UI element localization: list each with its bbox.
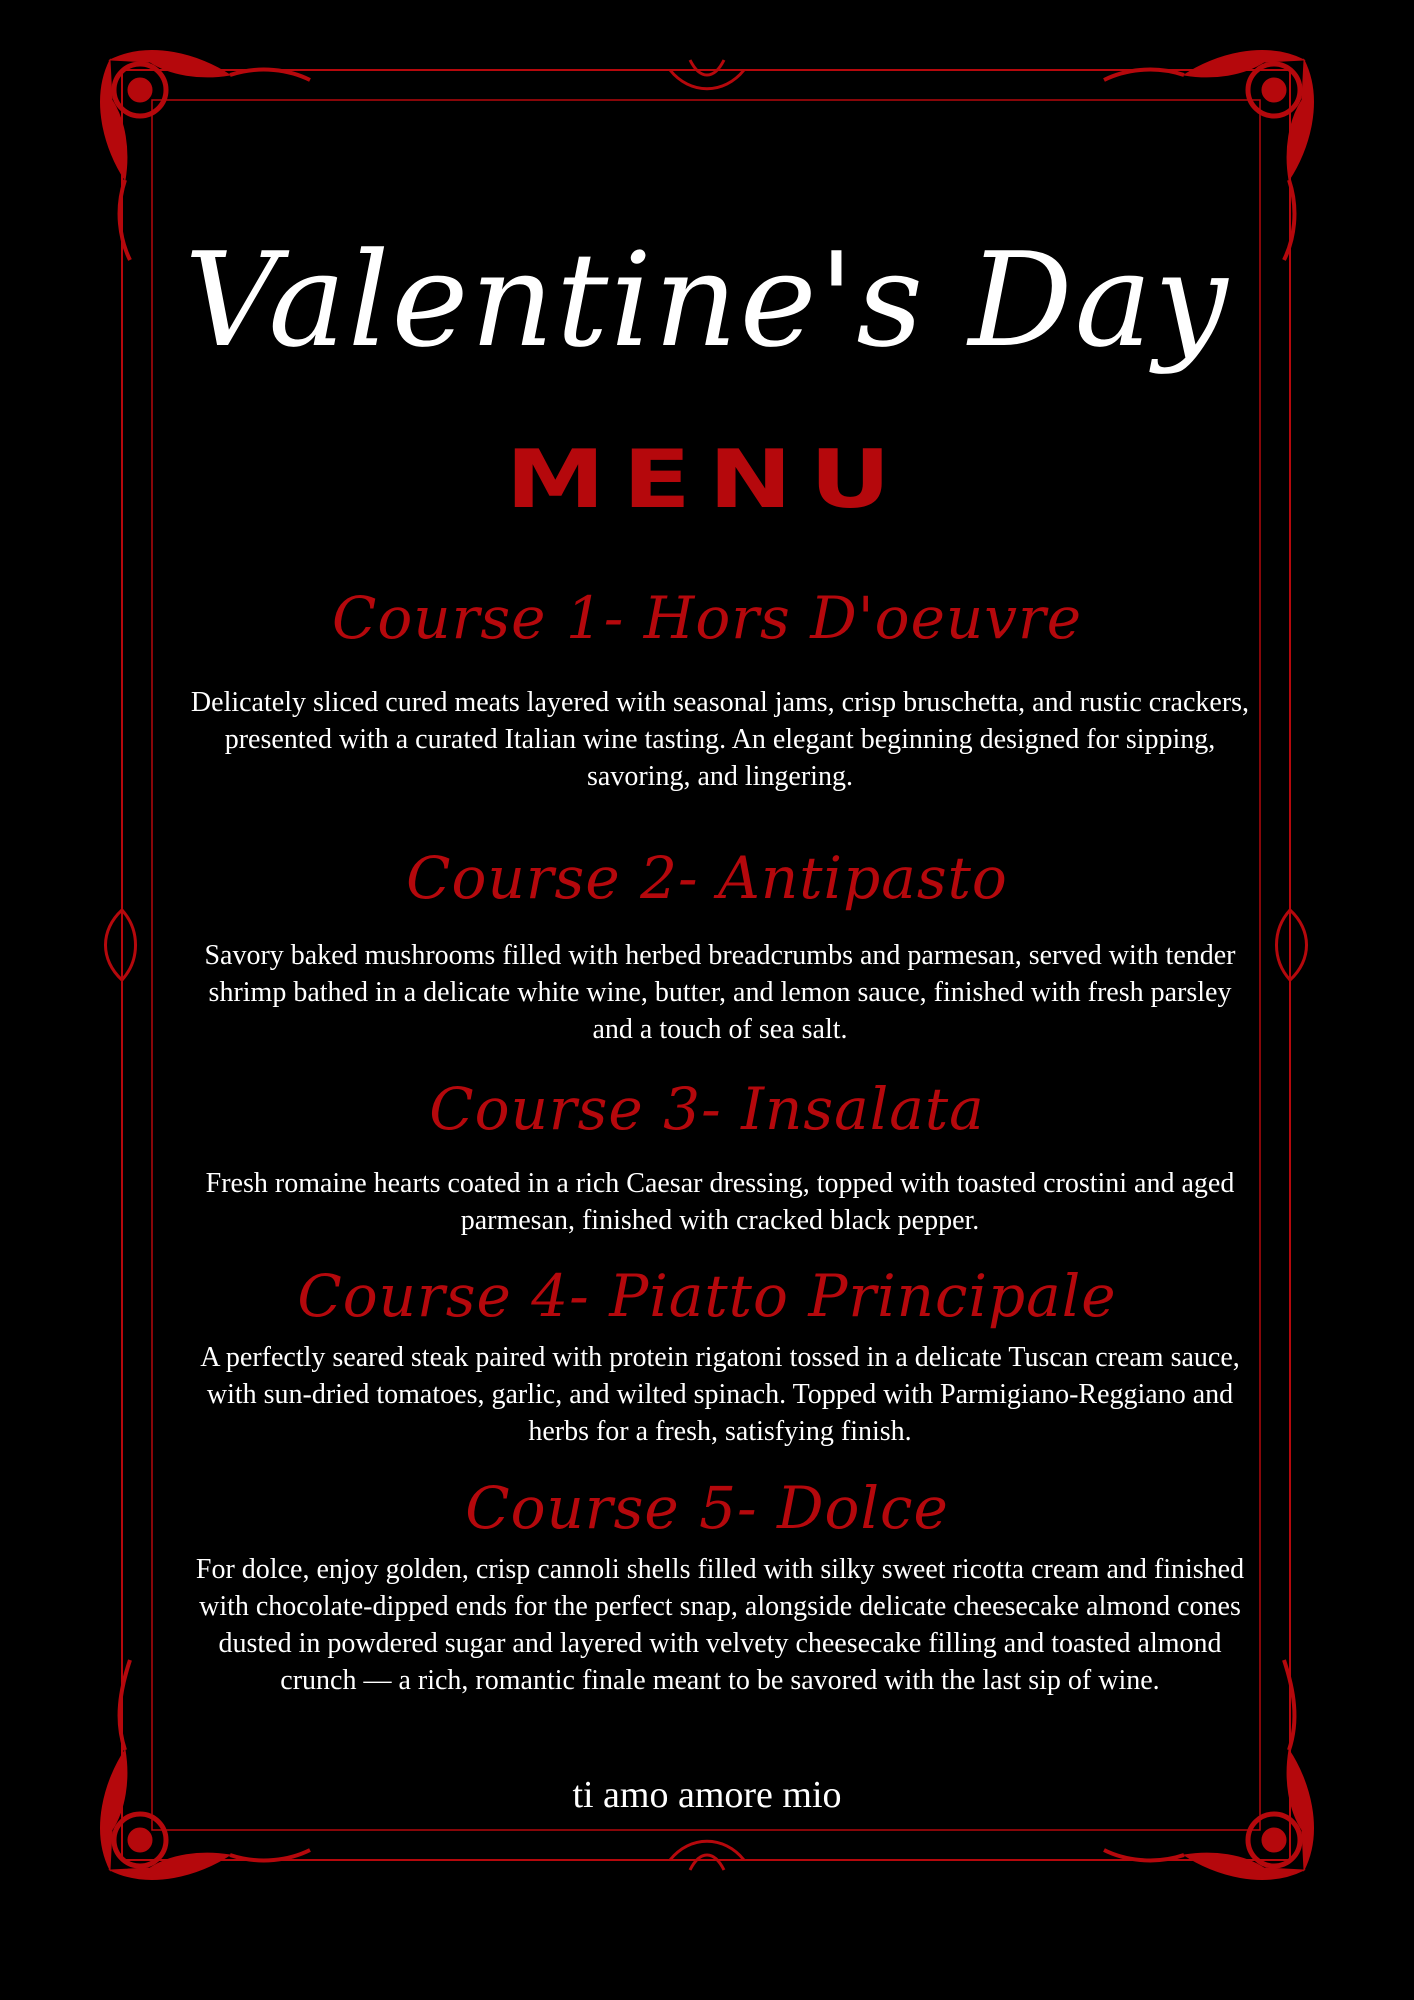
- course-description: A perfectly seared steak paired with protein rigatoni tossed in a delicate Tuscan cream sauce, with sun-dried tomatoes, garlic, and wilted spinach. Topped with Parmigiano-Reggiano and herbs for a fresh, satisfying finish.: [200, 1342, 1240, 1447]
- course-description: Delicately sliced cured meats layered with seasonal jams, crisp bruschetta, and rustic crackers, presented with a curated Italian wine tasting. An elegant beginning designed for sipping, savoring, and lingering.: [190, 687, 1250, 792]
- page-title: Valentine's Day: [184, 224, 1230, 376]
- course-heading: Course 5- Dolce: [465, 1474, 949, 1542]
- course-description: For dolce, enjoy golden, crisp cannoli shells filled with silky sweet ricotta cream and finished with chocolate-dipped ends for the perfect snap, alongside delicate cheesecake almond cones dusted in powdered sugar and layered with velvety cheesecake filling and toasted almond crunch — a rich, romantic finale meant to be savored with the last sip of wine.: [195, 1554, 1245, 1696]
- course-heading: Course 1- Hors D'oeuvre: [331, 584, 1083, 652]
- closing-message: ti amo amore mio: [572, 1774, 842, 1816]
- course-heading: Course 3- Insalata: [429, 1075, 985, 1143]
- course-description: Fresh romaine hearts coated in a rich Caesar dressing, topped with toasted crostini and aged parmesan, finished with cracked black pepper.: [205, 1168, 1235, 1236]
- course-heading: Course 2- Antipasto: [406, 844, 1008, 912]
- course-heading: Course 4- Piatto Principale: [297, 1262, 1117, 1330]
- course-description: Savory baked mushrooms filled with herbed breadcrumbs and parmesan, served with tender shrimp bathed in a delicate white wine, butter, and lemon sauce, finished with fresh parsley and a touch of sea salt.: [204, 940, 1236, 1045]
- menu-subtitle: MENU: [505, 433, 909, 526]
